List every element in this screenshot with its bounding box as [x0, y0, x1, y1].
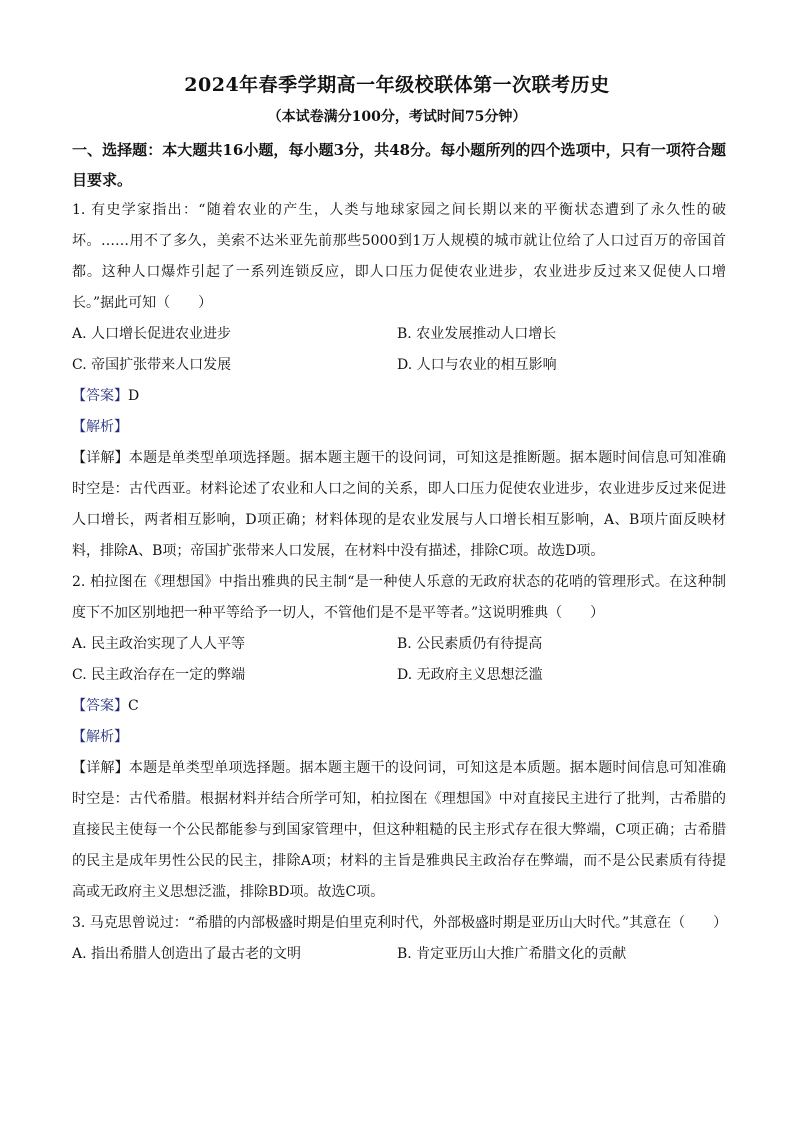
question-stem: 3. 马克思曾说过：“希腊的内部极盛时期是伯里克利时代，外部极盛时期是亚历山大时代。”其意在（ ）	[72, 915, 728, 931]
detail-text: 本题是单类型单项选择题。据本题主题干的设问词，可知这是推断题。据本题时间信息可知准确时空是：古代西亚。材料论述了农业和人口之间的关系，即人口压力促使农业进步，农业进步反过来促进人口增长，两者相互影响，D项正确；材料体现的是农业发展与人口增长相互影响，A、B项片面反映材料，排除A、B项；帝国扩张带来人口发展，在材料中没有描述，排除C项。故选D项。	[72, 450, 726, 559]
detail-paragraph	[72, 443, 726, 567]
section-heading: 一、选择题：本大题共16小题，每小题3分，共48分。每小题所列的四个选项中，只有一项符合题目要求。	[72, 141, 726, 189]
page-subtitle: （本试卷满分100分，考试时间75分钟）	[267, 109, 527, 125]
answer-line	[72, 691, 726, 722]
detail-label: 【详解】	[72, 760, 129, 776]
answer-label: 【答案】	[72, 698, 128, 714]
option-b: B. 肯定亚历山大推广希腊文化的贡献	[397, 946, 627, 962]
answer-value: C	[128, 698, 139, 714]
option-b: B. 农业发展推动人口增长	[397, 326, 557, 342]
answer-line	[72, 381, 726, 412]
option-a: A. 人口增长促进农业进步	[72, 326, 232, 342]
detail-label: 【详解】	[72, 450, 129, 466]
question-stem: 2. 柏拉图在《理想国》中指出雅典的民主制“是一种使人乐意的无政府状态的花哨的管理形式。在这种制度下不加区别地把一种平等给予一切人，不管他们是不是平等者。”这说明雅典（ ）	[72, 574, 726, 621]
option-a: A. 民主政治实现了人人平等	[72, 636, 246, 652]
page-title: 2024年春季学期高一年级校联体第一次联考历史	[184, 74, 610, 96]
detail-paragraph	[72, 753, 726, 908]
question-stem: 1. 有史学家指出：“随着农业的产生，人类与地球家园之间长期以来的平衡状态遭到了永久性的破坏。……用不了多久，美索不达米亚先前那些5000到1万人规模的城市就让位给了人口过百万的帝国首都。这种人口爆炸引起了一系列连锁反应，即人口压力促使农业进步，农业进步反过来又促使人口增长。”据此可知（ ）	[72, 202, 726, 311]
detail-text: 本题是单类型单项选择题。据本题主题干的设问词，可知这是本质题。据本题时间信息可知准确时空是：古代希腊。根据材料并结合所学可知，柏拉图在《理想国》中对直接民主进行了批判，古希腊的直接民主使每一个公民都能参与到国家管理中，但这种粗糙的民主形式存在很大弊端，C项正确；古希腊的民主是成年男性公民的民主，排除A项；材料的主旨是雅典民主政治存在弊端，而不是公民素质有待提高或无政府主义思想泛滥，排除BD项。故选C项。	[72, 760, 726, 900]
option-b: B. 公民素质仍有待提高	[397, 636, 543, 652]
answer-label: 【答案】	[72, 388, 128, 404]
question-1	[72, 195, 726, 567]
question-2	[72, 567, 726, 908]
answer-value: D	[128, 388, 140, 404]
document-body	[72, 135, 726, 970]
option-d: D. 无政府主义思想泛滥	[397, 667, 543, 683]
options-grid	[72, 629, 726, 691]
question-3	[72, 908, 726, 970]
option-c: C. 民主政治存在一定的弊端	[72, 667, 246, 683]
option-c: C. 帝国扩张带来人口发展	[72, 357, 232, 373]
option-d: D. 人口与农业的相互影响	[397, 357, 557, 373]
options-grid	[72, 939, 726, 970]
analysis-label: 【解析】	[72, 729, 128, 745]
option-a: A. 指出希腊人创造出了最古老的文明	[72, 946, 302, 962]
analysis-label: 【解析】	[72, 419, 128, 435]
options-grid	[72, 319, 726, 381]
